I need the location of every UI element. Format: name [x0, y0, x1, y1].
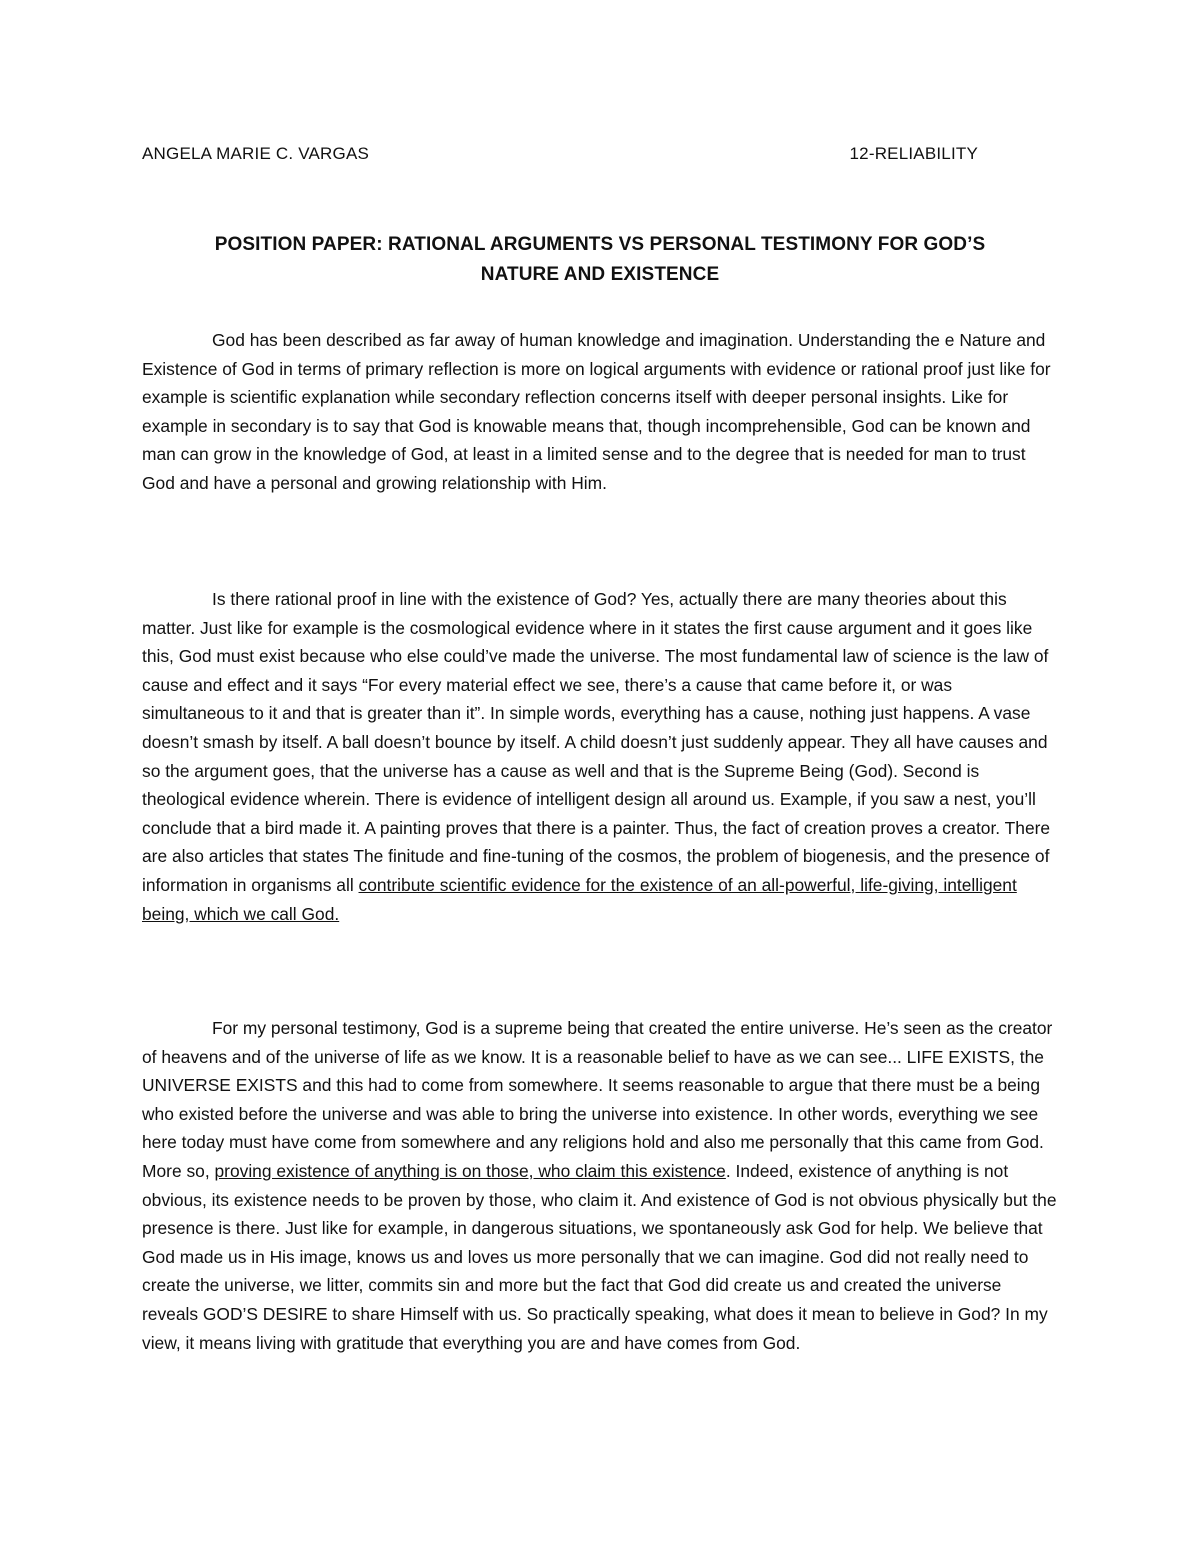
- paper-title: [120, 230, 1080, 290]
- paragraph-1-text: God has been described as far away of human knowledge and imagination. Understanding the e Nature and Existence of God in terms of primary reflection is more on logical arguments with evidence or rational proof just like for example is scientific explanation while secondary reflection concerns itself with deeper personal insights. Like for example in secondary is to say that God is knowable means that, though incomprehensible, God can be known and man can grow in the knowledge of God, at least in a limited sense and to the degree that is needed for man to trust God and have a personal and growing relationship with Him.: [142, 330, 1051, 493]
- paragraph-2-text: Is there rational proof in line with the existence of God? Yes, actually there are many theories about this matter. Just like for example is the cosmological evidence where in it states the first cause argument and it goes like this, God must exist because who else could’ve made the universe. The most fundamental law of science is the law of cause and effect and it says “For every material effect we see, there’s a cause that came before it, or was simultaneous to it and that is greater than it”. In simple words, everything has a cause, nothing just happens. A vase doesn’t smash by itself. A ball doesn’t bounce by itself. A child doesn’t just suddenly appear. They all have causes and so the argument goes, that the universe has a cause as well and that is the Supreme Being (God). Second is theological evidence wherein. There is evidence of intelligent design all around us. Example, if you saw a nest, you’ll conclude that a bird made it. A painting proves that there is a painter. Thus, the fact of creation proves a creator. There are also articles that states The finitude and fine-tuning of the cosmos, the problem of biogenesis, and the presence of information in organisms all: [142, 589, 1051, 895]
- paragraph-1: [142, 326, 1058, 498]
- paragraph-3-underlined-text: proving existence of anything is on those, who claim this existence: [214, 1160, 726, 1181]
- paragraph-2-underlined-text: contribute scientific evidence for the existence of an all-powerful, life-giving, intelligent being, which we call God.: [142, 874, 1017, 924]
- section-name: 12-RELIABILITY: [849, 144, 978, 163]
- paragraph-3-text-after: . Indeed, existence of anything is not obvious, its existence needs to be proven by those, who claim it. And existence of God is not obvious physically but the presence is there. Just like for example, in dangerous situations, we spontaneously ask God for help. We believe that God made us in His image, knows us and loves us more personally that we can imagine. God did not really need to create the universe, we litter, commits sin and more but the fact that God did create us and created the universe reveals GOD’S DESIRE to share Himself with us. So practically speaking, what does it mean to believe in God? In my view, it means living with gratitude that everything you are and have comes from God.: [142, 1160, 1057, 1353]
- paragraph-3-text-before: For my personal testimony, God is a supreme being that created the entire universe. He’s seen as the creator of heavens and of the universe of life as we know. It is a reasonable belief to have as we can see... LIFE EXISTS, the UNIVERSE EXISTS and this had to come from somewhere. It seems reasonable to argue that there must be a being who existed before the universe and was able to bring the universe into existence. In other words, everything we see here today must have come from somewhere and any religions hold and also me personally that this came from God. More so,: [142, 1018, 1053, 1181]
- paragraph-2: [142, 585, 1058, 928]
- paper-title-line-2: NATURE AND EXISTENCE: [480, 264, 720, 285]
- document-header: [142, 144, 978, 164]
- paragraph-3: [142, 1014, 1058, 1357]
- paper-title-line-1: POSITION PAPER: RATIONAL ARGUMENTS VS PERSONAL TESTIMONY FOR GOD’S: [214, 234, 986, 255]
- author-name: ANGELA MARIE C. VARGAS: [142, 144, 370, 163]
